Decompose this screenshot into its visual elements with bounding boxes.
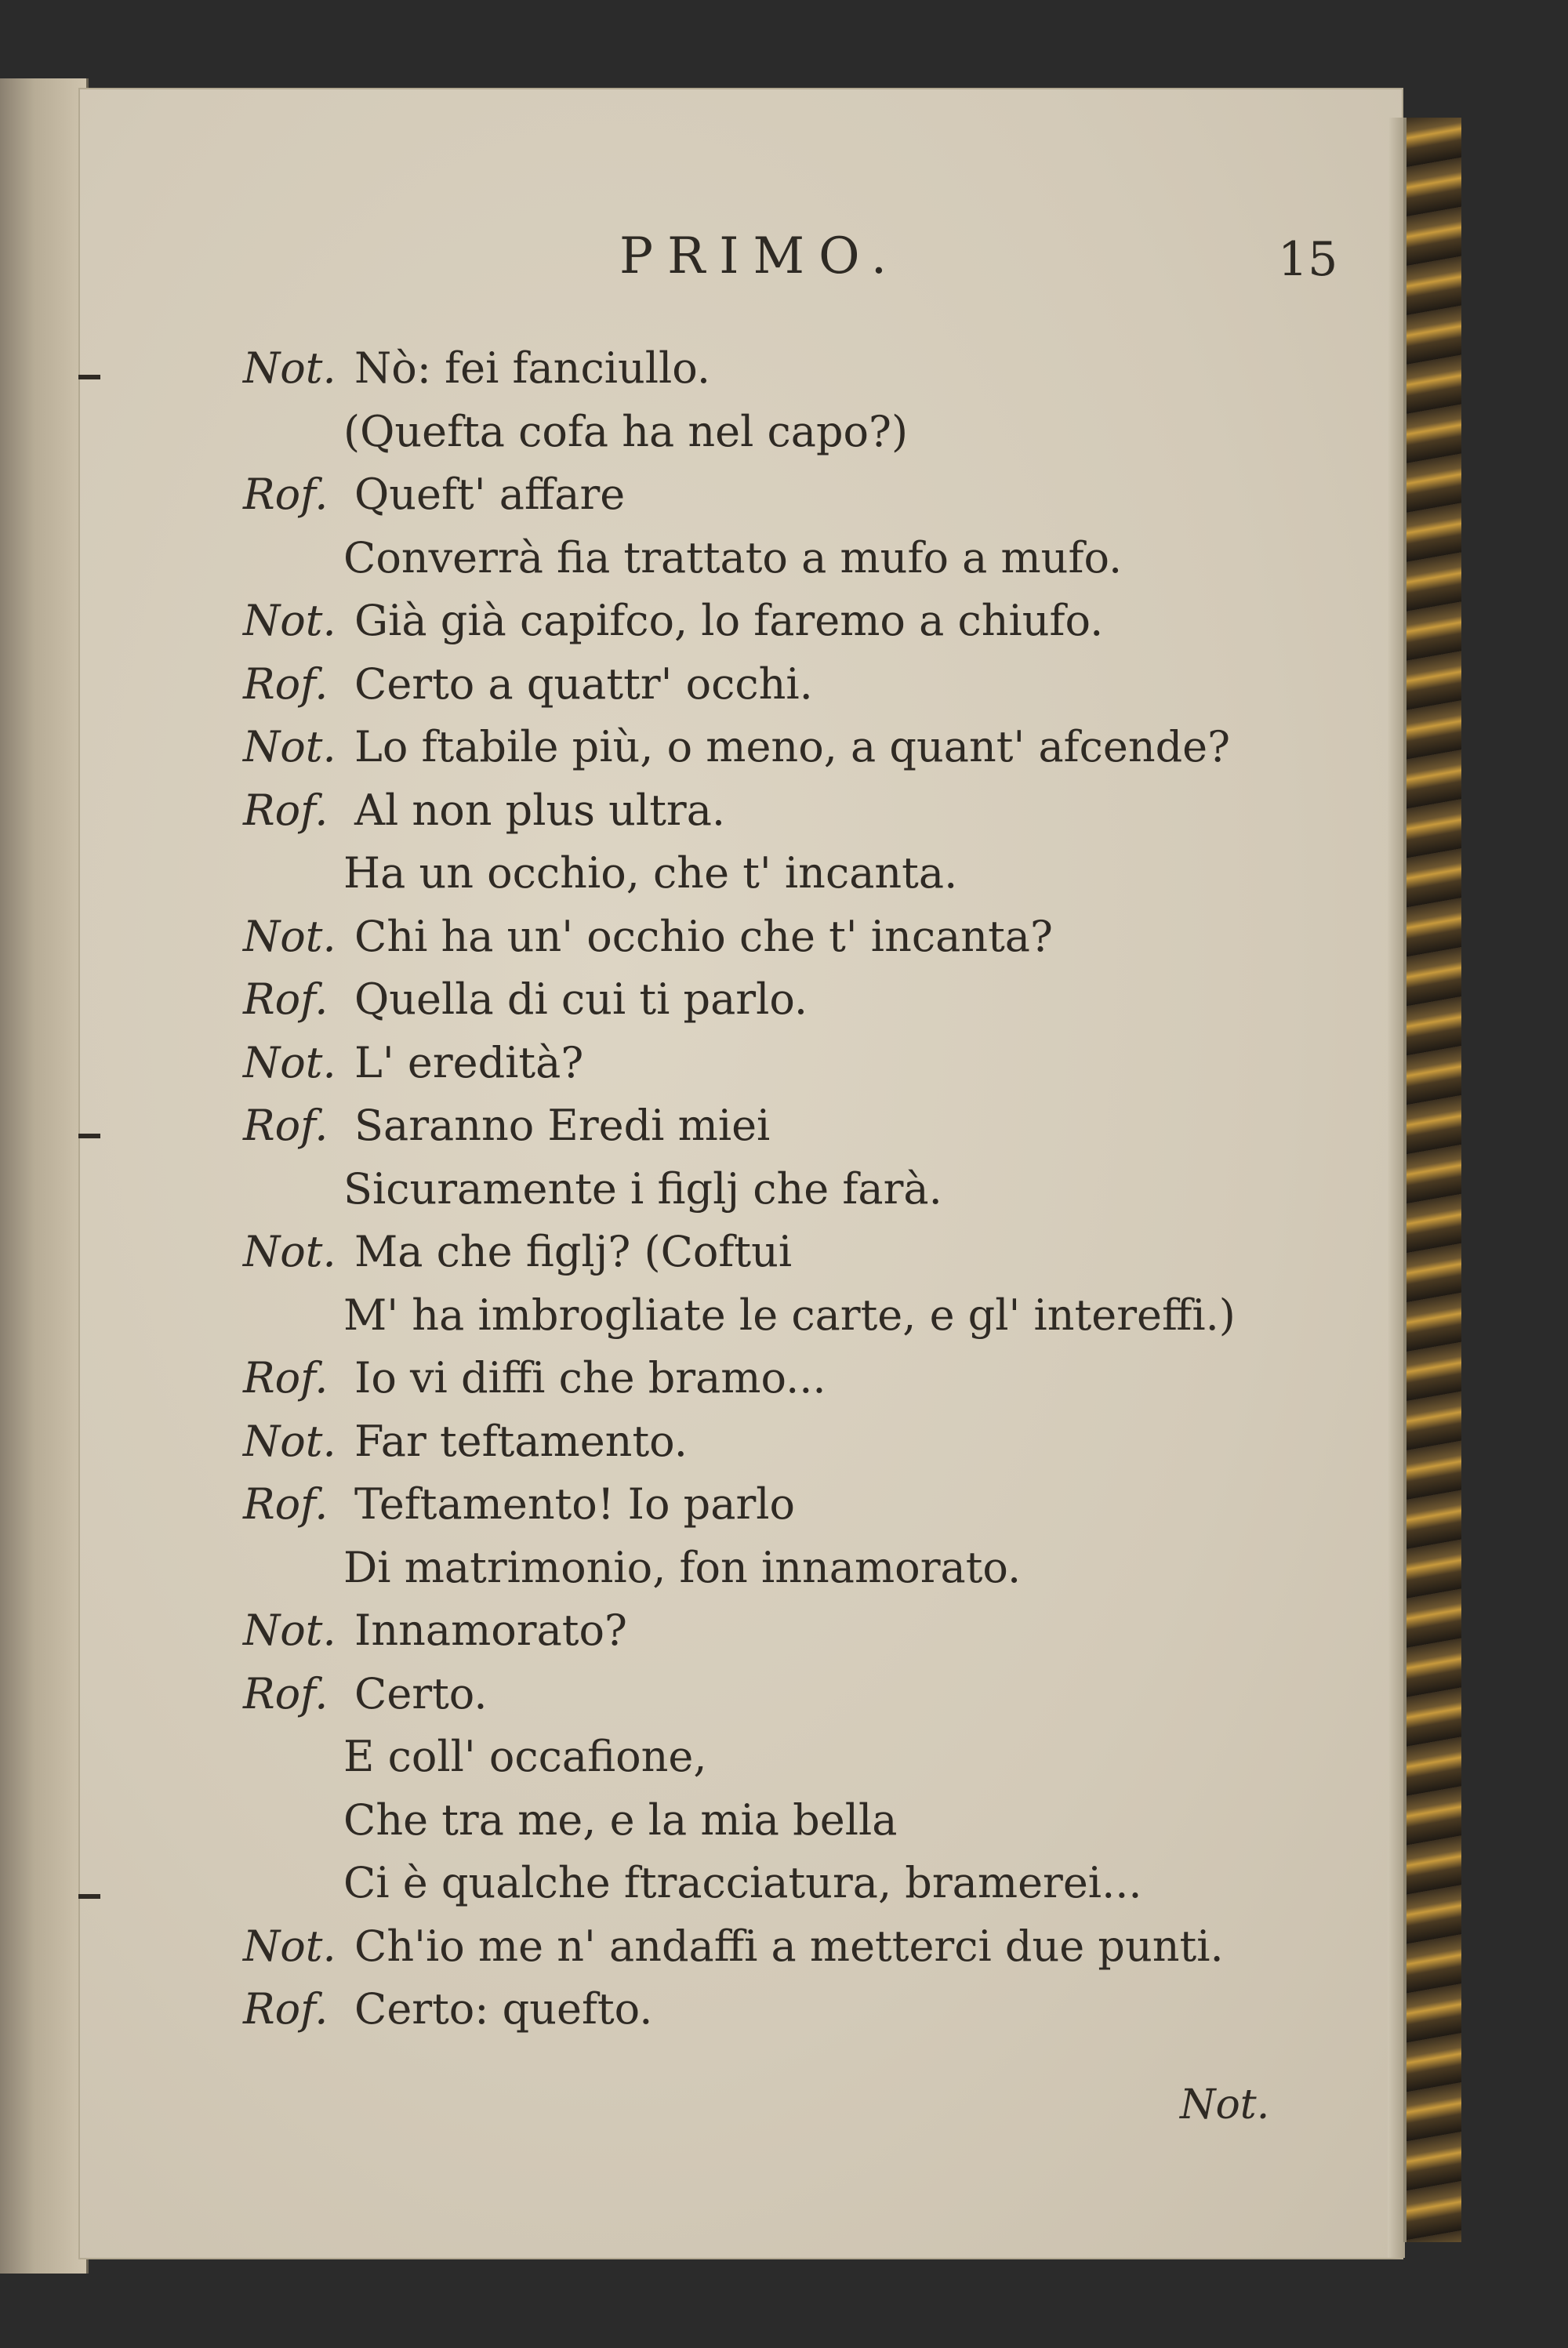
speech-text: Innamorato?	[354, 1606, 627, 1655]
speech-text: Al non plus ultra.	[354, 785, 726, 835]
speech-text: (Quefta cofa ha nel capo?)	[343, 406, 909, 456]
speech-text: E coll' occafione,	[343, 1732, 707, 1781]
speaker-name: Not.	[243, 1416, 336, 1466]
dialogue-line	[0, 1032, 1403, 1094]
speech-text: L' eredità?	[354, 1037, 584, 1087]
dialogue-line	[0, 1094, 1403, 1157]
dialogue-line	[0, 527, 1403, 590]
speaker-name: Not.	[243, 1227, 336, 1276]
speaker-name: Rof.	[243, 974, 328, 1024]
dialogue-line	[0, 653, 1403, 716]
speech-text: Lo ftabile più, o meno, a quant' afcende?	[354, 722, 1231, 771]
dialogue-line	[0, 905, 1403, 968]
speech-text: Che tra me, e la mia bella	[343, 1795, 898, 1845]
dialogue-line	[0, 463, 1403, 526]
running-title: PRIMO.	[619, 227, 902, 285]
speaker-name: Not.	[243, 343, 336, 393]
dialogue-line	[0, 1284, 1403, 1347]
dialogue-line	[0, 1852, 1403, 1914]
speech-text: Ma che figlj? (Coftui	[354, 1227, 793, 1276]
speech-text: Ch'io me n' andaffi a metterci due punti.	[354, 1921, 1224, 1971]
dialogue-line	[0, 779, 1403, 842]
dialogue-line	[0, 1726, 1403, 1788]
speech-text: Saranno Eredi miei	[354, 1101, 771, 1150]
dialogue-line	[0, 1158, 1403, 1221]
catchword: Not.	[1180, 2081, 1270, 2128]
speaker-name: Rof.	[243, 659, 328, 709]
speech-text: Ha un occhio, che t' incanta.	[343, 848, 958, 898]
speaker-name: Not.	[243, 1037, 336, 1087]
dialogue-line	[0, 1410, 1403, 1473]
dialogue-line	[0, 337, 1403, 400]
dialogue-line	[0, 1915, 1403, 1978]
speaker-name: Not.	[243, 911, 336, 961]
page-header	[78, 227, 1403, 298]
speaker-name: Rof.	[243, 785, 328, 835]
dialogue-line	[0, 401, 1403, 463]
speaker-name: Rof.	[243, 1101, 328, 1150]
dialogue-line	[0, 1537, 1403, 1599]
book-cover-edge	[1403, 118, 1461, 2242]
speaker-name: Not.	[243, 1921, 336, 1971]
speaker-name: Not.	[243, 1606, 336, 1655]
dialogue-line	[0, 1347, 1403, 1410]
dialogue-line	[0, 1789, 1403, 1852]
speech-text: M' ha imbrogliate le carte, e gl' intereffi.)	[343, 1290, 1236, 1340]
speaker-name: Not.	[243, 596, 336, 645]
dialogue-line	[0, 842, 1403, 905]
speech-text: Certo a quattr' occhi.	[354, 659, 813, 709]
speech-text: Converrà fia trattato a mufo a mufo.	[343, 532, 1123, 582]
speech-text: Io vi diffi che bramo...	[354, 1353, 826, 1403]
page-number: 15	[1278, 232, 1338, 287]
speech-text: Ci è qualche ftracciatura, bramerei...	[343, 1858, 1142, 1907]
speaker-name: Rof.	[243, 470, 328, 519]
dialogue-line	[0, 716, 1403, 778]
dialogue-line	[0, 1978, 1403, 2041]
dialogue-line	[0, 968, 1403, 1031]
speech-text: Chi ha un' occhio che t' incanta?	[354, 911, 1053, 961]
speech-text: Già già capifco, lo faremo a chiufo.	[354, 596, 1104, 645]
speech-text: Queft' affare	[354, 470, 626, 519]
speech-text: Di matrimonio, fon innamorato.	[343, 1542, 1022, 1592]
dialogue-line	[0, 1473, 1403, 1536]
speaker-name: Rof.	[243, 1984, 328, 2034]
dialogue-line	[0, 1599, 1403, 1662]
speech-text: Certo: quefto.	[354, 1984, 653, 2034]
dialogue-line	[0, 1663, 1403, 1726]
speech-text: Nò: fei fanciullo.	[354, 343, 711, 393]
speaker-name: Rof.	[243, 1668, 328, 1718]
dialogue-line	[0, 590, 1403, 652]
speaker-name: Rof.	[243, 1353, 328, 1403]
dialogue-line	[0, 1221, 1403, 1283]
speech-text: Teftamento! Io parlo	[354, 1479, 796, 1529]
speaker-name: Not.	[243, 722, 336, 771]
speaker-name: Rof.	[243, 1479, 328, 1529]
speech-text: Certo.	[354, 1668, 488, 1718]
speech-text: Quella di cui ti parlo.	[354, 974, 808, 1024]
speech-text: Sicuramente i figlj che farà.	[343, 1163, 942, 1214]
speech-text: Far teftamento.	[354, 1416, 688, 1466]
